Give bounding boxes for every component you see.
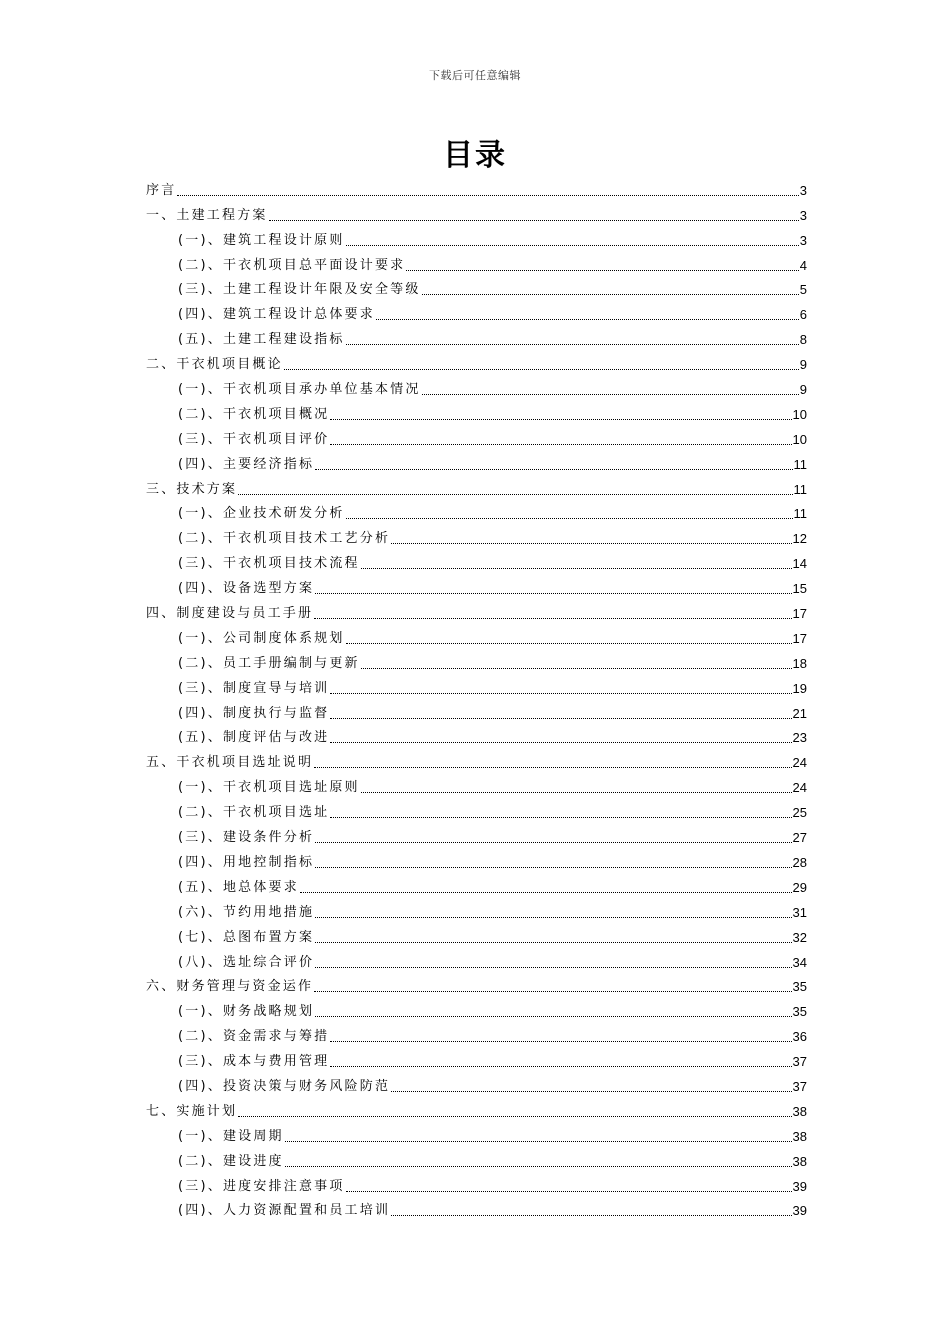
dot-leader	[376, 319, 799, 320]
toc-entry-label: (一)、企业技术研发分析	[178, 506, 345, 522]
toc-entry-page-number: 15	[792, 581, 807, 597]
dot-leader	[177, 195, 798, 196]
toc-entry[interactable]	[146, 523, 807, 548]
toc-entry[interactable]	[146, 1046, 807, 1071]
toc-entry[interactable]	[146, 922, 807, 947]
dot-leader	[285, 1166, 792, 1167]
dot-leader	[315, 917, 791, 918]
toc-entry[interactable]	[146, 573, 807, 598]
toc-entry[interactable]	[146, 1146, 807, 1171]
toc-entry[interactable]	[146, 996, 807, 1021]
toc-entry-label: 五、干衣机项目选址说明	[146, 755, 314, 771]
dot-leader	[391, 543, 791, 544]
toc-entry-page-number: 37	[792, 1078, 807, 1094]
toc-entry[interactable]	[146, 324, 807, 349]
dot-leader	[361, 668, 792, 669]
toc-entry-label: (五)、土建工程建设指标	[178, 332, 345, 348]
dot-leader	[315, 942, 791, 943]
toc-entry-page-number: 28	[792, 854, 807, 870]
toc-entry[interactable]	[146, 399, 807, 424]
toc-entry-label: (四)、建筑工程设计总体要求	[178, 307, 375, 323]
toc-entry-page-number: 17	[792, 606, 807, 622]
toc-entry-page-number: 14	[792, 556, 807, 572]
toc-entry-label: (三)、干衣机项目技术流程	[178, 556, 360, 572]
toc-entry[interactable]	[146, 623, 807, 648]
toc-entry[interactable]	[146, 250, 807, 275]
toc-entry-page-number: 6	[799, 307, 807, 323]
toc-entry-page-number: 36	[792, 1029, 807, 1045]
toc-entry-page-number: 3	[799, 232, 807, 248]
toc-entry-page-number: 9	[799, 357, 807, 373]
dot-leader	[346, 643, 792, 644]
toc-entry[interactable]	[146, 772, 807, 797]
toc-entry[interactable]	[146, 698, 807, 723]
dot-leader	[330, 817, 791, 818]
toc-entry-label: (四)、用地控制指标	[178, 854, 315, 870]
dot-leader	[330, 419, 791, 420]
toc-entry[interactable]	[146, 225, 807, 250]
table-of-contents	[146, 175, 807, 1220]
toc-entry[interactable]	[146, 847, 807, 872]
toc-entry-page-number: 24	[792, 755, 807, 771]
toc-entry-page-number: 38	[792, 1103, 807, 1119]
toc-entry-label: 三、技术方案	[146, 481, 238, 497]
toc-entry-label: 序言	[146, 182, 177, 198]
toc-entry-label: 六、财务管理与资金运作	[146, 979, 314, 995]
dot-leader	[315, 867, 791, 868]
toc-entry-page-number: 38	[792, 1153, 807, 1169]
toc-entry-page-number: 39	[792, 1203, 807, 1219]
dot-leader	[391, 1091, 791, 1092]
toc-entry[interactable]	[146, 598, 807, 623]
toc-entry-label: (五)、地总体要求	[178, 879, 299, 895]
toc-entry[interactable]	[146, 972, 807, 997]
toc-entry-label: (四)、主要经济指标	[178, 456, 315, 472]
toc-entry[interactable]	[146, 747, 807, 772]
dot-leader	[330, 718, 791, 719]
dot-leader	[330, 1066, 791, 1067]
toc-entry-label: (二)、干衣机项目总平面设计要求	[178, 257, 406, 273]
dot-leader	[300, 892, 792, 893]
dot-leader	[346, 1191, 792, 1192]
toc-entry-page-number: 11	[793, 481, 807, 497]
toc-entry[interactable]	[146, 474, 807, 499]
dot-leader	[361, 792, 792, 793]
toc-entry-page-number: 11	[793, 506, 807, 522]
dot-leader	[238, 494, 792, 495]
toc-entry-page-number: 3	[799, 182, 807, 198]
toc-entry-page-number: 12	[792, 531, 807, 547]
dot-leader	[315, 842, 791, 843]
toc-entry-page-number: 9	[799, 382, 807, 398]
toc-entry-page-number: 35	[792, 1004, 807, 1020]
toc-entry[interactable]	[146, 349, 807, 374]
toc-entry[interactable]	[146, 200, 807, 225]
dot-leader	[406, 270, 798, 271]
dot-leader	[269, 220, 799, 221]
dot-leader	[315, 469, 792, 470]
toc-entry-page-number: 35	[792, 979, 807, 995]
dot-leader	[422, 294, 799, 295]
toc-entry[interactable]	[146, 1096, 807, 1121]
dot-leader	[346, 245, 799, 246]
toc-entry-label: (二)、干衣机项目技术工艺分析	[178, 531, 391, 547]
toc-entry-page-number: 17	[792, 630, 807, 646]
toc-entry[interactable]	[146, 1121, 807, 1146]
toc-entry-page-number: 18	[792, 655, 807, 671]
dot-leader	[391, 1215, 791, 1216]
header-note: 下载后可任意编辑	[429, 69, 521, 82]
toc-entry[interactable]	[146, 1021, 807, 1046]
toc-entry-label: (八)、选址综合评价	[178, 954, 315, 970]
toc-entry[interactable]	[146, 275, 807, 300]
toc-entry-label: (三)、干衣机项目评价	[178, 431, 330, 447]
toc-entry-label: (三)、进度安排注意事项	[178, 1178, 345, 1194]
page-title: 目录	[443, 138, 507, 173]
dot-leader	[314, 767, 791, 768]
toc-entry-label: (五)、制度评估与改进	[178, 730, 330, 746]
dot-leader	[238, 1116, 791, 1117]
toc-entry-label: (七)、总图布置方案	[178, 929, 315, 945]
toc-entry-page-number: 37	[792, 1054, 807, 1070]
toc-entry-page-number: 11	[793, 456, 807, 472]
toc-entry-label: (四)、设备选型方案	[178, 581, 315, 597]
toc-entry[interactable]	[146, 1071, 807, 1096]
toc-entry[interactable]	[146, 175, 807, 200]
dot-leader	[315, 1016, 791, 1017]
toc-entry-page-number: 29	[792, 879, 807, 895]
toc-entry[interactable]	[146, 1196, 807, 1221]
toc-entry-label: (二)、干衣机项目概况	[178, 406, 330, 422]
dot-leader	[314, 991, 791, 992]
toc-entry-page-number: 10	[792, 431, 807, 447]
toc-entry[interactable]	[146, 822, 807, 847]
toc-entry-label: (四)、投资决策与财务风险防范	[178, 1078, 391, 1094]
toc-entry-label: (三)、制度宣导与培训	[178, 680, 330, 696]
toc-entry-label: 七、实施计划	[146, 1103, 238, 1119]
dot-leader	[285, 1141, 792, 1142]
toc-entry-label: (二)、资金需求与筹措	[178, 1029, 330, 1045]
dot-leader	[284, 369, 799, 370]
toc-entry-label: (一)、建设周期	[178, 1128, 284, 1144]
toc-entry-label: 一、土建工程方案	[146, 207, 268, 223]
dot-leader	[330, 693, 791, 694]
toc-entry-page-number: 25	[792, 805, 807, 821]
dot-leader	[314, 618, 791, 619]
toc-entry[interactable]	[146, 797, 807, 822]
dot-leader	[361, 568, 792, 569]
dot-leader	[346, 518, 793, 519]
dot-leader	[315, 593, 791, 594]
toc-entry-label: (一)、干衣机项目承办单位基本情况	[178, 382, 421, 398]
toc-entry-page-number: 21	[792, 705, 807, 721]
toc-entry[interactable]	[146, 897, 807, 922]
toc-entry-page-number: 3	[799, 207, 807, 223]
toc-entry-page-number: 34	[792, 954, 807, 970]
toc-entry-label: (二)、建设进度	[178, 1153, 284, 1169]
toc-entry-label: (一)、建筑工程设计原则	[178, 232, 345, 248]
toc-entry[interactable]	[146, 548, 807, 573]
toc-entry-page-number: 38	[792, 1128, 807, 1144]
toc-entry[interactable]	[146, 424, 807, 449]
toc-entry[interactable]	[146, 374, 807, 399]
toc-entry-label: (六)、节约用地措施	[178, 904, 315, 920]
toc-entry-label: (二)、干衣机项目选址	[178, 805, 330, 821]
dot-leader	[422, 394, 799, 395]
toc-entry-page-number: 31	[792, 904, 807, 920]
toc-entry[interactable]	[146, 1171, 807, 1196]
dot-leader	[330, 742, 791, 743]
toc-entry-label: (一)、公司制度体系规划	[178, 630, 345, 646]
toc-entry[interactable]	[146, 299, 807, 324]
toc-entry-label: (一)、干衣机项目选址原则	[178, 780, 360, 796]
dot-leader	[346, 344, 799, 345]
toc-entry[interactable]	[146, 872, 807, 897]
toc-entry-label: (三)、土建工程设计年限及安全等级	[178, 282, 421, 298]
toc-entry-label: (三)、建设条件分析	[178, 830, 315, 846]
toc-entry-page-number: 23	[792, 730, 807, 746]
dot-leader	[330, 1041, 791, 1042]
dot-leader	[330, 444, 791, 445]
toc-entry-label: (四)、制度执行与监督	[178, 705, 330, 721]
toc-entry[interactable]	[146, 449, 807, 474]
dot-leader	[315, 967, 791, 968]
toc-entry-label: (二)、员工手册编制与更新	[178, 655, 360, 671]
toc-entry[interactable]	[146, 947, 807, 972]
toc-entry-label: (一)、财务战略规划	[178, 1004, 315, 1020]
toc-entry[interactable]	[146, 723, 807, 748]
toc-entry[interactable]	[146, 673, 807, 698]
toc-entry-label: (四)、人力资源配置和员工培训	[178, 1203, 391, 1219]
toc-entry-page-number: 5	[799, 282, 807, 298]
toc-entry[interactable]	[146, 648, 807, 673]
toc-entry-page-number: 32	[792, 929, 807, 945]
toc-entry-page-number: 4	[799, 257, 807, 273]
toc-entry-label: (三)、成本与费用管理	[178, 1054, 330, 1070]
toc-entry-label: 四、制度建设与员工手册	[146, 606, 314, 622]
toc-entry-page-number: 10	[792, 406, 807, 422]
toc-entry-page-number: 19	[792, 680, 807, 696]
toc-entry-page-number: 24	[792, 780, 807, 796]
toc-entry-page-number: 27	[792, 830, 807, 846]
toc-entry-page-number: 39	[792, 1178, 807, 1194]
toc-entry[interactable]	[146, 499, 807, 524]
toc-entry-page-number: 8	[799, 332, 807, 348]
toc-entry-label: 二、干衣机项目概论	[146, 357, 283, 373]
